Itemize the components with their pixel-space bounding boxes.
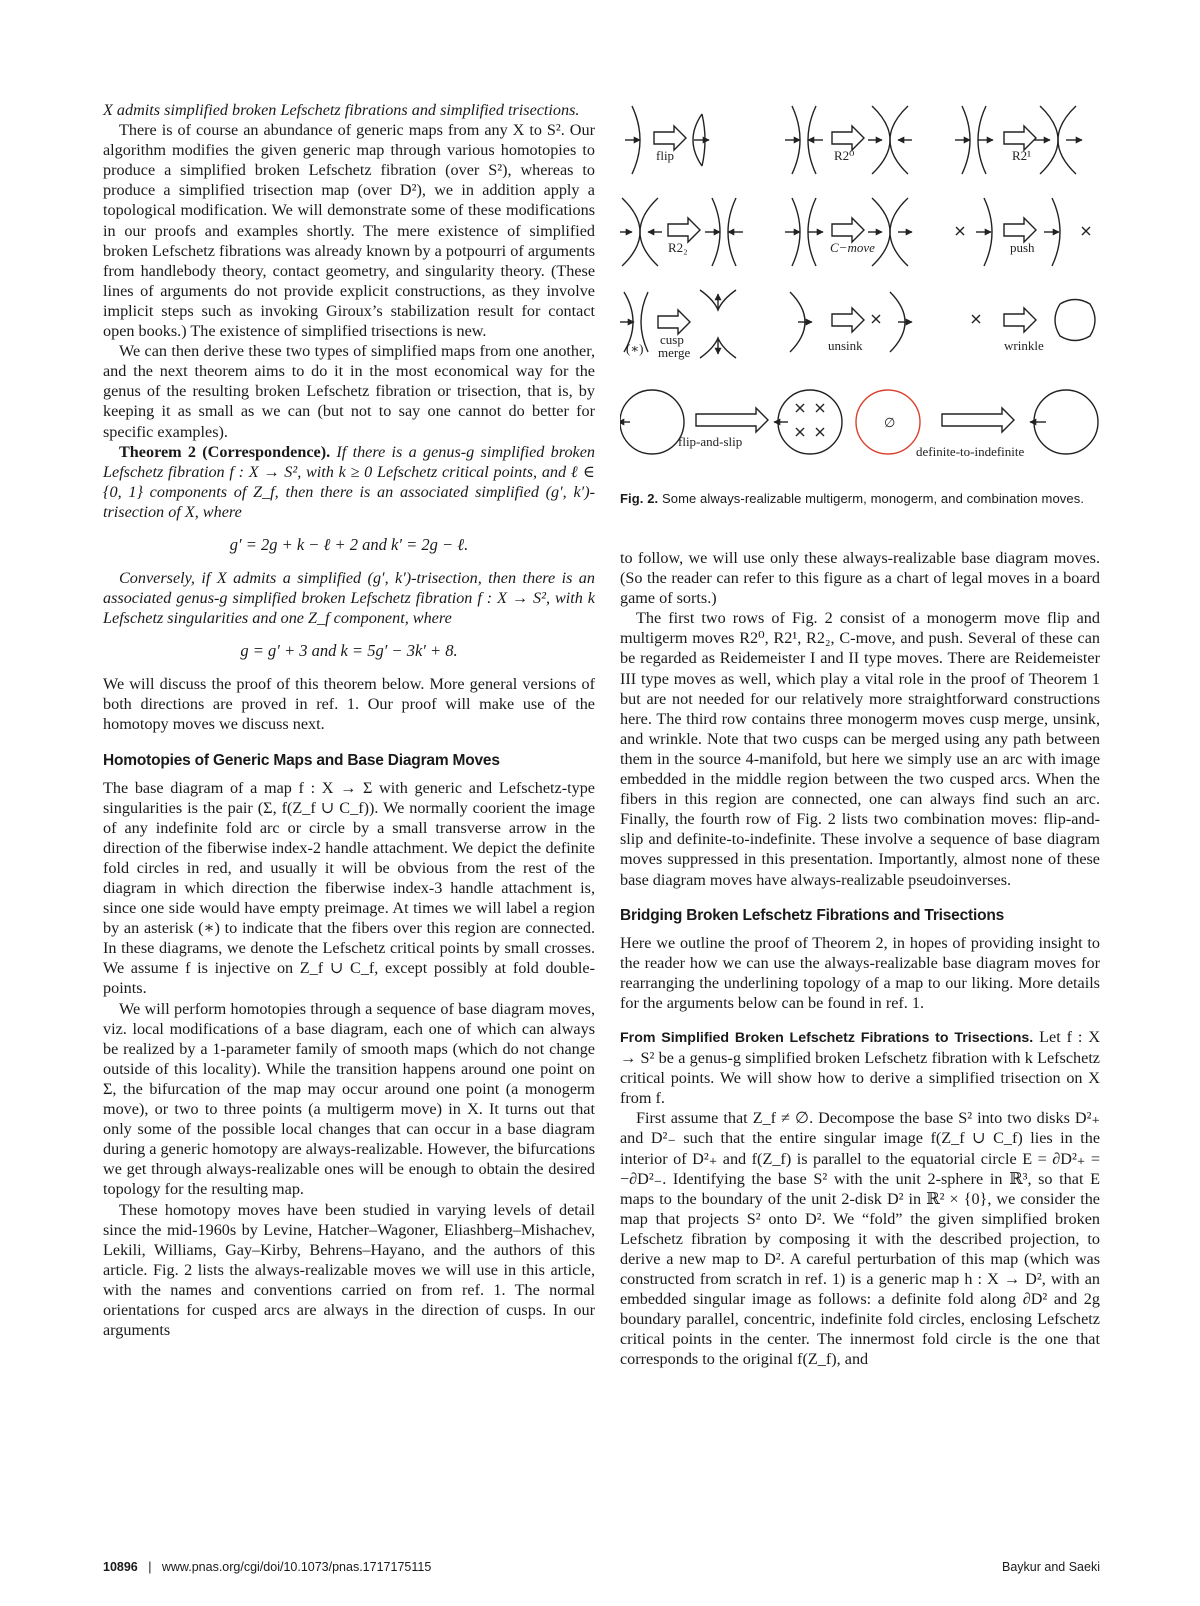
move-wrinkle <box>972 300 1095 341</box>
doi-link[interactable]: www.pnas.org/cgi/doi/10.1073/pnas.1717175115 <box>161 1560 432 1574</box>
equation-2: g = g′ + 3 and k = 5g′ − 3k′ + 8. <box>240 641 458 661</box>
subsection-text: Let f : X → S² be a genus-g simplified broken Lefschetz fibration with k Lefschetz critical points. We will show how to derive a simplified trisection on X from f. <box>620 1027 1101 1108</box>
paragraph-history: These homotopy moves have been studied in varying levels of detail since the mid-1960s by Levine, Hatcher–Wagoner, Eliashberg–Mishachev, Lekili, Williams, Gay–Kirby, Behrens–Hayano, and the authors of this article. Fig. 2 lists the always-realizable moves we will use in this article, with the names and conventions carried on from ref. 1. The normal orientations for cusped arcs are always in the direction of cusps. In our arguments <box>103 1200 595 1340</box>
paragraph-homotopies: We will perform homotopies through a sequence of base diagram moves, viz. local modifications of a base diagram, each one of which can always be realized by a 1-parameter family of smooth maps (which do not change outside of this locality). While the transition happens around one point on Σ, the bifurcation of the map may occur around one point (a monogerm move), or two to three points (a multigerm move) in X. It turns out that only some of the possible local changes that can occur in a base diagram during a generic homotopy are always-realizable. However, the bifurcations we get through always-realizable ones will be enough to obtain the desired topology for the resulting map. <box>103 999 595 1199</box>
caption-text: Some always-realizable multigerm, monogerm, and combination moves. <box>661 491 1085 506</box>
paragraph-move-rows: The first two rows of Fig. 2 consist of a monogerm move flip and multigerm moves R2⁰, R2¹, R2₂, C-move, and push. Several of these can be regarded as Reidemeister I and II type moves. There are Reidemeister III type moves as well, which play a vital role in the proof of Theorem 1 but are not needed for our relatively more straightforward constructions here. The third row contains three monogerm moves cusp merge, unsink, and wrinkle. Note that two cusps can be merged using any path between them in the source 4-manifold, but here we simply use an arc with image embedded in the middle region between the two cusped arcs. When the fibers in this region are connected, one can always find such an arc. Finally, the fourth row of Fig. 2 lists two combination moves: flip-and-slip and definite-to-indefinite. These involve a sequence of base diagram moves suppressed in this presentation. Importantly, almost none of these base diagram moves have always-realizable pseudoinverses. <box>620 609 1100 889</box>
paragraph-subsection <box>620 1027 1100 1108</box>
paragraph-base-diagram: The base diagram of a map f : X → Σ with generic and Lefschetz-type singularities is the pair (Σ, f(Z_f ∪ C_f)). We normally coorient the image of any indefinite fold arc or circle by a small transverse arrow in the direction of the fiberwise index-2 handle attachment. We depict the definite fold circles in red, and usually it will be obvious from the rest of the diagram in which direction the fiberwise index-3 handle attachment is, since one side would have empty preimage. At times we will label a region by an asterisk (∗) to indicate that the fibers over this region are connected. In these diagrams, we denote the Lefschetz critical points by small crosses. We assume f is injective on Z_f ∪ C_f, except possibly at fold double-points. <box>103 778 595 998</box>
footer-authors: Baykur and Saeki <box>1002 1560 1100 1574</box>
label-asterisk: (∗) <box>626 341 644 356</box>
paragraph-generic-maps: There is of course an abundance of generic maps from any X to S². Our algorithm modifies the given generic map through various homotopies to produce a simplified broken Lefschetz fibration (over S²), whereas to produce a simplified trisection map (over D²), we in addition apply a topological modification. We will demonstrate some of these modifications in our proofs and examples shortly. The mere existence of simplified broken Lefschetz fibrations was already known by a potpourri of arguments from handlebody theory, contact geometry, and singularity theory. (These lines of arguments do not provide explicit constructions, as they involve implicit steps such as invoking Giroux’s stabilization result for contact open books.) The existence of simplified trisections is new. <box>103 121 595 341</box>
subsection-heading: From Simplified Broken Lefschetz Fibrations to Trisections. <box>620 1029 1034 1046</box>
label-cusp: cusp <box>660 332 684 347</box>
figure-caption <box>620 489 1100 508</box>
section-heading-bridging: Bridging Broken Lefschetz Fibrations and Trisections <box>620 906 1005 924</box>
page-number: 10896 <box>103 1560 138 1574</box>
paragraph-outline: Here we outline the proof of Theorem 2, in hopes of providing insight to the reader how we can use the always-realizable base diagram moves for rearranging the underlining topology of a map to our liking. More details for the arguments below can be found in ref. 1. <box>620 933 1100 1012</box>
theorem-label: Theorem 2 (Correspondence). <box>119 442 331 461</box>
label-r2-1: R2¹ <box>1012 148 1032 163</box>
paragraph-proof-note: We will discuss the proof of this theorem below. More general versions of both directions are proved in ref. 1. Our proof will make use of the homotopy moves we discuss next. <box>103 675 595 734</box>
theorem-converse: Conversely, if X admits a simplified (g′, k′)-trisection, then there is an associated genus-g simplified broken Lefschetz fibration f : X → S², with k Lefschetz singularities and one Z_f component, where <box>103 568 595 628</box>
label-unsink: unsink <box>828 338 863 353</box>
figure-2-diagram <box>620 100 1110 485</box>
move-r2-2 <box>620 198 743 266</box>
caption-label: Fig. 2. <box>620 491 659 506</box>
section-heading-homotopies: Homotopies of Generic Maps and Base Diagram Moves <box>103 751 500 769</box>
paragraph-derive-maps: We can then derive these two types of simplified maps from one another, and the next theorem aims to do it in the most economical way for the genus of the resulting broken Lefschetz fibration or trisection, that is, by keeping it as small as we can (but not to say one cannot do better for specific examples). <box>103 342 595 441</box>
label-flip: flip <box>656 148 675 163</box>
move-r2-0 <box>785 106 912 174</box>
label-merge: merge <box>658 345 691 360</box>
label-push: push <box>1010 240 1035 255</box>
move-push <box>956 198 1090 266</box>
figure-2 <box>620 100 1110 485</box>
label-empty-set: ∅ <box>884 415 896 430</box>
label-c-move: C−move <box>830 240 875 255</box>
paragraph-construction: First assume that Z_f ≠ ∅. Decompose the base S² into two disks D²₊ and D²₋ such that the entire singular image f(Z_f ∪ C_f) lies in the interior of D²₊ and f(Z_f) is parallel to the equatorial circle E = ∂D²₊ = −∂D²₋. Identifying the base S² with the unit 2-sphere in ℝ³, so that E maps to the boundary of the unit 2-disk D² in ℝ² × {0}, we consider the map that projects S² onto D². We “fold” the given simplified broken Lefschetz fibration by composing it with the described projection, to derive a new map to D². A careful perturbation of this map (which was constructed from scratch in ref. 1) is a generic map h : X → D², with an embedded singular image as follows: a definite fold along ∂D² and 2g boundary parallel, concentric, indefinite fold circles, enclosing Lefschetz critical points in the center. The innermost fold circle is the one that corresponds to the original f(Z_f), and <box>620 1109 1100 1369</box>
paragraph-chart-of-moves: to follow, we will use only these always-realizable base diagram moves. (So the reader can refer to this figure as a chart of legal moves in a board game of sorts.) <box>620 549 1100 608</box>
move-c-move <box>785 198 912 266</box>
move-r2-1 <box>955 106 1082 174</box>
footer-separator: | <box>148 1560 152 1574</box>
label-flip-and-slip: flip-and-slip <box>678 434 743 449</box>
label-wrinkle: wrinkle <box>1004 338 1044 353</box>
theorem-statement: If there is a genus-g simplified broken Lefschetz fibration f : X → S², with k ≥ 0 Lefschetz critical points, and ℓ ∈ {0, 1} components of Z_f, then there is an associated simplified (g′, k′)-trisection of X, where <box>103 442 595 521</box>
equation-1: g′ = 2g + k − ℓ + 2 and k′ = 2g − ℓ. <box>229 534 469 554</box>
label-definite-to-indefinite: definite-to-indefinite <box>916 444 1025 459</box>
paragraph-intro: X admits simplified broken Lefschetz fibrations and simplified trisections. <box>103 101 580 119</box>
page-footer <box>103 1560 1100 1580</box>
label-r2-2: R2₂ <box>668 240 688 255</box>
label-r2-0: R2⁰ <box>834 148 855 163</box>
left-column <box>103 100 595 1340</box>
right-column <box>620 100 1100 1370</box>
theorem-2 <box>103 442 595 522</box>
move-flip <box>625 106 709 174</box>
